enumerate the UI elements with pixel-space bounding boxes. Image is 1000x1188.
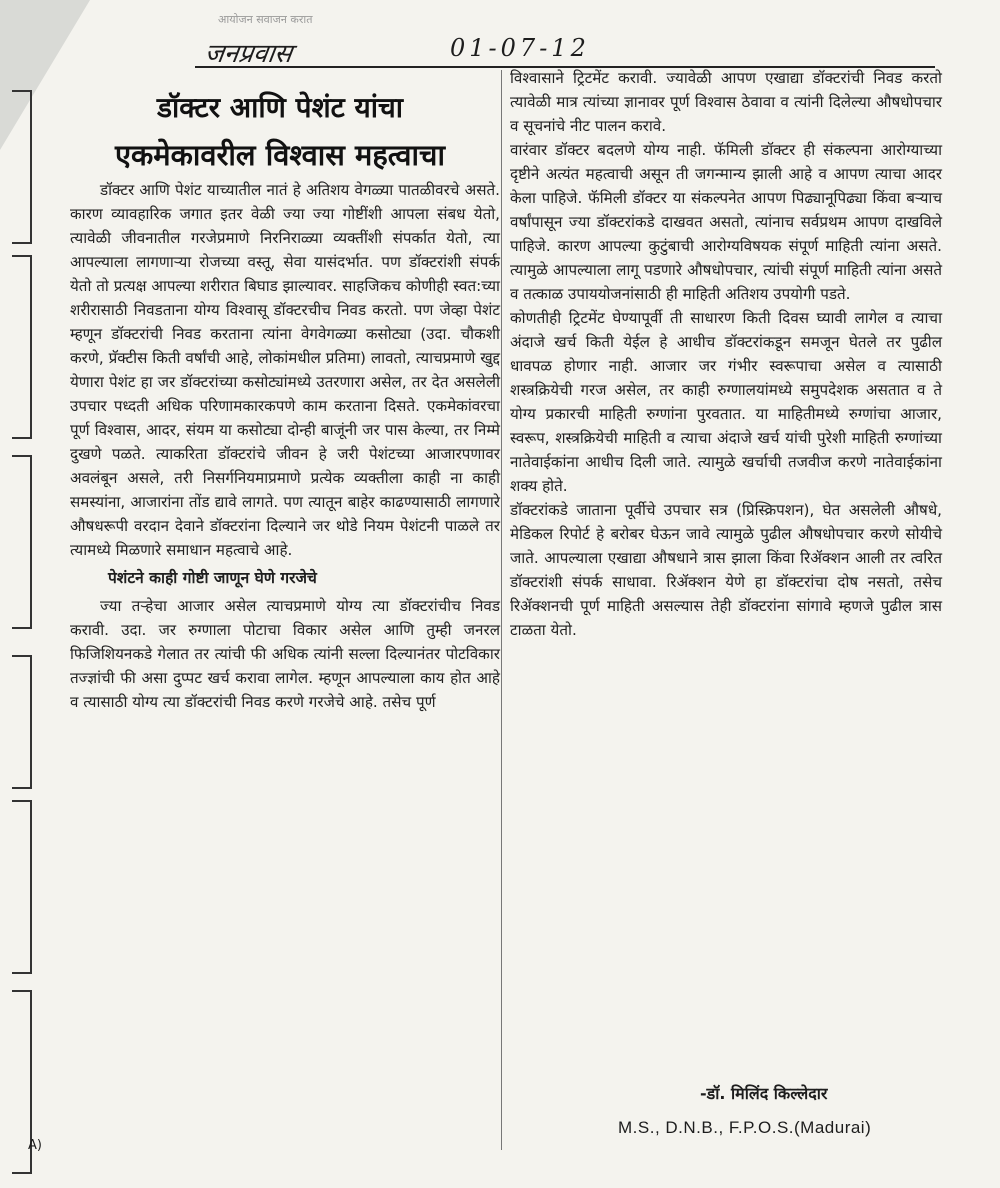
- left-margin-marks: [0, 80, 40, 1180]
- author-degrees: M.S., D.N.B., F.P.O.S.(Madurai): [618, 1118, 872, 1137]
- masthead: [195, 36, 935, 68]
- paragraph: कोणतीही ट्रिटमेंट घेण्यापूर्वी ती साधारण किती दिवस घ्यावी लागेल व त्याचा अंदाजे खर्च किती येईल हे आधीच डॉक्टरांकडून समजून घेतले तर पुढील धावपळ होणार नाही. आजार जर गंभीर स्वरूपाचा असेल व त्यासाठी शस्त्रक्रियेची गरज असेल, तर काही रुग्णालयांमध्ये समुपदेशक असतात व ते योग्य प्रकारची माहिती रुग्णांना पुरवतात. या माहितीमध्ये रुग्णांचा आजार, स्वरूप, शस्त्रक्रियेची माहिती व त्याचा अंदाजे खर्च यांची पुरेशी माहिती रुग्णांच्या नातेवाईकांना आधीच दिली जाते. त्यामुळे खर्चाची तजवीज करणे नातेवाईकांना शक्य होते.: [510, 309, 942, 495]
- article-right-column: [510, 66, 942, 642]
- paragraph: विश्वासाने ट्रिटमेंट करावी. ज्यावेळी आपण एखाद्या डॉक्टरांची निवड करतो त्यावेळी मात्र त्यांच्या ज्ञानावर पूर्ण विश्वास ठेवावा व त्यांनी दिलेल्या औषधोपचार व सूचनांचे नीट पालन करावे.: [510, 69, 942, 135]
- issue-date: 01-07-12: [450, 34, 590, 62]
- headline-line-1: डॉक्टर आणि पेशंट यांचा: [157, 91, 403, 124]
- column-divider: [501, 70, 502, 1150]
- newspaper-name: जनप्रवास: [202, 39, 295, 69]
- author-name: -डॉ. मिलिंद किल्लेदार: [700, 1084, 828, 1103]
- faint-top-text: आयोजन सवाजन करात: [218, 13, 313, 26]
- paragraph: वारंवार डॉक्टर बदलणे योग्य नाही. फॅमिली डॉक्टर ही संकल्पना आरोग्याच्या दृष्टीने अत्यंत महत्वाची असून ती जगन्मान्य झाली आहे व आपण त्याचा आदर केला पाहिजे. फॅमिली डॉक्टर या संकल्पनेत आपण पिढ्यानूपिढ्या किंवा बऱ्याच वर्षांपासून ज्या डॉक्टरांकडे दाखवत असतो, त्यांनाच सर्वप्रथम आपण दाखविले पाहिजे. कारण आपल्या कुटुंबाची आरोग्यविषयक संपूर्ण माहिती त्यांना असते. त्यामुळे आपल्याला लागू पडणारे औषधोपचार, त्यांची संपूर्ण माहिती त्यांना असते व तत्काळ उपाययोजनांसाठी ही माहिती अतिशय उपयोगी पडते.: [510, 141, 942, 303]
- article-left-column: [70, 178, 500, 714]
- paragraph: ज्या तऱ्हेचा आजार असेल त्याचप्रमाणे योग्य त्या डॉक्टरांचीच निवड करावी. उदा. जर रुग्णाला पोटाचा विकार असेल आणि तुम्ही जनरल फिजिशियनकडे गेलात तर त्यांची फी अधिक त्यांनी सल्ला दिल्यानंतर पोटविकार तज्ज्ञांची फी असा दुप्पट खर्च करावा लागेल. म्हणून आपल्याला काय होत आहे व त्यासाठी योग्य त्या डॉक्टरांची निवड करणे गरजेचे आहे. तसेच पूर्ण: [70, 597, 500, 711]
- paragraph: डॉक्टरांकडे जाताना पूर्वीचे उपचार सत्र (प्रिस्क्रिपशन), घेत असलेली औषधे, मेडिकल रिपोर्ट हे बरोबर घेऊन जावे त्यामुळे पुढील औषधोपचार करणे सोयीचे जाते. आपल्याला एखाद्या औषधाने त्रास झाला किंवा रिॲक्शन आली तर त्वरित डॉक्टरांशी संपर्क साधावा. रिॲक्शन येणे हा डॉक्टरांचा दोष नसतो, तसेच रिॲक्शनची पूर्ण माहिती असल्यास तेही डॉक्टरांना सांगावे म्हणजे पुढील त्रास टाळता येतो.: [510, 501, 942, 639]
- headline-line-2: एकमेकावरील विश्वास महत्वाचा: [115, 138, 445, 172]
- margin-label: A): [28, 1138, 42, 1153]
- paragraph: डॉक्टर आणि पेशंट याच्यातील नातं हे अतिशय वेगळ्या पातळीवरचे असते. कारण व्यावहारिक जगात इतर वेळी ज्या ज्या गोष्टींशी आपला संबध येतो, त्यावेळी जीवनातील गरजेप्रमाणे निरनिराळ्या व्यक्तींशी संपर्कात येतो, त्या आपल्याला लागणाऱ्या रोजच्या वस्तू, सेवा यासंदर्भात. पण डॉक्टरांशी संपर्क येतो तो प्रत्यक्ष आपल्या शरीरात बिघाड झाल्यावर. साहजिकच कोणीही स्वत:च्या शरीरासाठी निवडताना योग्य विश्वासू डॉक्टरचीच निवड करतो. पण जेव्हा पेशंट म्हणून डॉक्टरांची निवड करताना त्यांना वेगवेगळ्या कसोट्या (उदा. चौकशी करणे, प्रॅक्टीस किती वर्षांची आहे, लोकांमधील प्रतिमा) लावतो, त्याचप्रमाणे खुद्द येणारा पेशंट हा जर डॉक्टरांच्या कसोट्यांमध्ये उतरणारा असेल, तर देत असलेली उपचार पध्दती अधिक परिणामकारकपणे काम करताना दिसते. एकमेकांवरचा पूर्ण विश्वास, आदर, संयम या कसोट्या दोन्ही बाजूंनी जर पास केल्या, तर निम्मे दुखणे पळते. त्याकरिता डॉक्टरांचे जीवन हे जरी पेशंटच्या आजारपणावर अवलंबून असले, तरी निसर्गनियमाप्रमाणे प्रत्येक व्यक्तीला काही ना काही समस्यांना, आजारांना तोंड द्यावे लागते. पण त्यातून बाहेर काढण्यासाठी लागणारे औषधरूपी वरदान देवाने डॉक्टरांना दिल्याने जर थोडे नियम पेशंटनी पाळले तर त्यामध्ये मिळणारे समाधान महत्वाचे आहे.: [70, 181, 500, 559]
- subheading: पेशंटने काही गोष्टी जाणून घेणे गरजेचे: [108, 569, 317, 587]
